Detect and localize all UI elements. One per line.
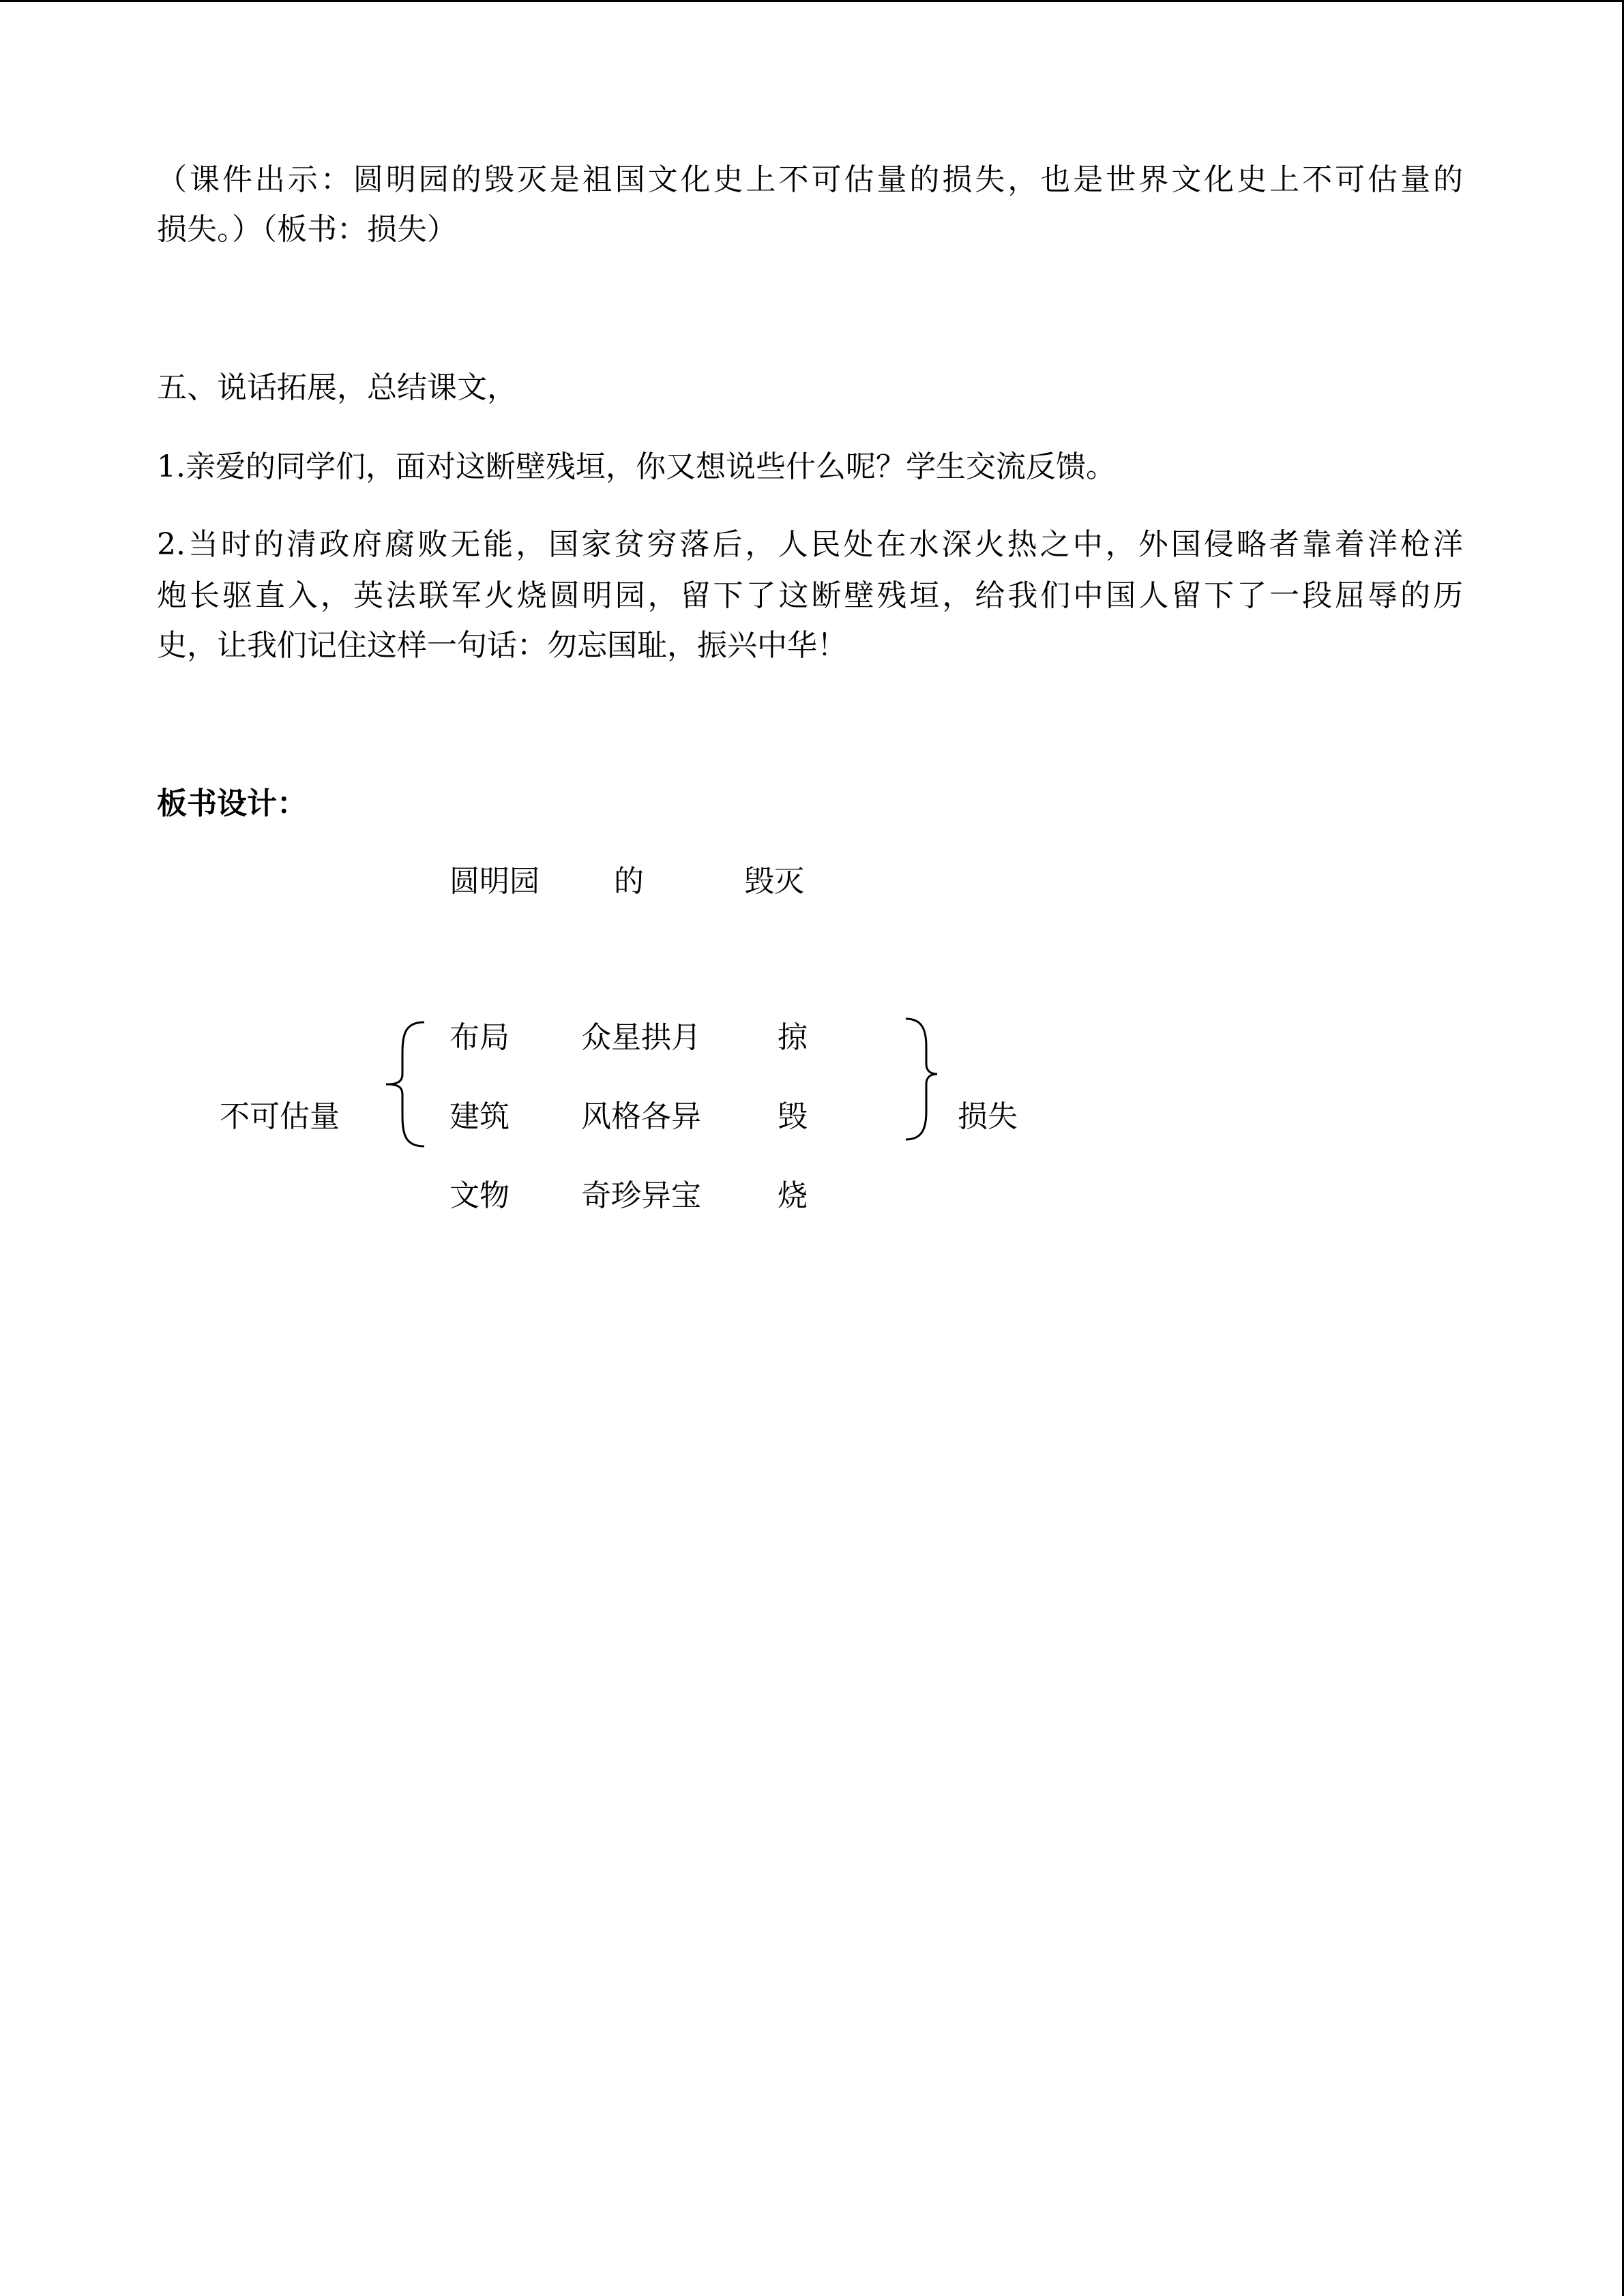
board-row-action: 烧 <box>778 1178 808 1213</box>
right-brace-icon <box>902 1016 943 1142</box>
board-row-action: 掠 <box>778 1020 808 1055</box>
item-2-line-1: 2.当时的清政府腐败无能，国家贫穷落后，人民处在水深火热之中，外国侵略者靠着洋枪洋 <box>157 527 1463 562</box>
board-right-label: 损失 <box>958 1099 1018 1134</box>
board-design-heading: 板书设计： <box>157 786 307 821</box>
board-row-aspect: 建筑 <box>449 1099 510 1134</box>
page-border-top <box>0 0 1624 2</box>
item-2-line-2: 炮长驱直入，英法联军火烧圆明园，留下了这断壁残垣，给我们中国人留下了一段屈辱的历 <box>157 578 1463 613</box>
courseware-text-line-2: 损失。）（板书：损失） <box>157 212 457 247</box>
board-row-aspect: 文物 <box>449 1178 510 1213</box>
left-brace-icon <box>382 1019 430 1149</box>
section-5-heading: 五、说话拓展，总结课文， <box>157 370 517 405</box>
board-title-part: 的 <box>614 864 644 899</box>
board-row-action: 毁 <box>778 1099 808 1134</box>
board-row-aspect: 布局 <box>449 1020 510 1055</box>
courseware-text-line-1: （课件出示：圆明园的毁灭是祖国文化史上不可估量的损失，也是世界文化史上不可估量的 <box>157 162 1463 197</box>
board-left-label: 不可估量 <box>220 1099 340 1134</box>
board-title-part: 毁灭 <box>744 864 804 899</box>
board-title-part: 圆明园 <box>449 864 540 899</box>
item-2-line-3: 史，让我们记住这样一句话：勿忘国耻，振兴中华！ <box>157 628 847 663</box>
board-row-description: 奇珍异宝 <box>581 1178 701 1213</box>
item-1-text: 1.亲爱的同学们，面对这断壁残垣，你又想说些什么呢？学生交流反馈。 <box>157 449 1116 484</box>
board-row-description: 众星拱月 <box>581 1020 701 1055</box>
board-row-description: 风格各异 <box>581 1099 701 1134</box>
